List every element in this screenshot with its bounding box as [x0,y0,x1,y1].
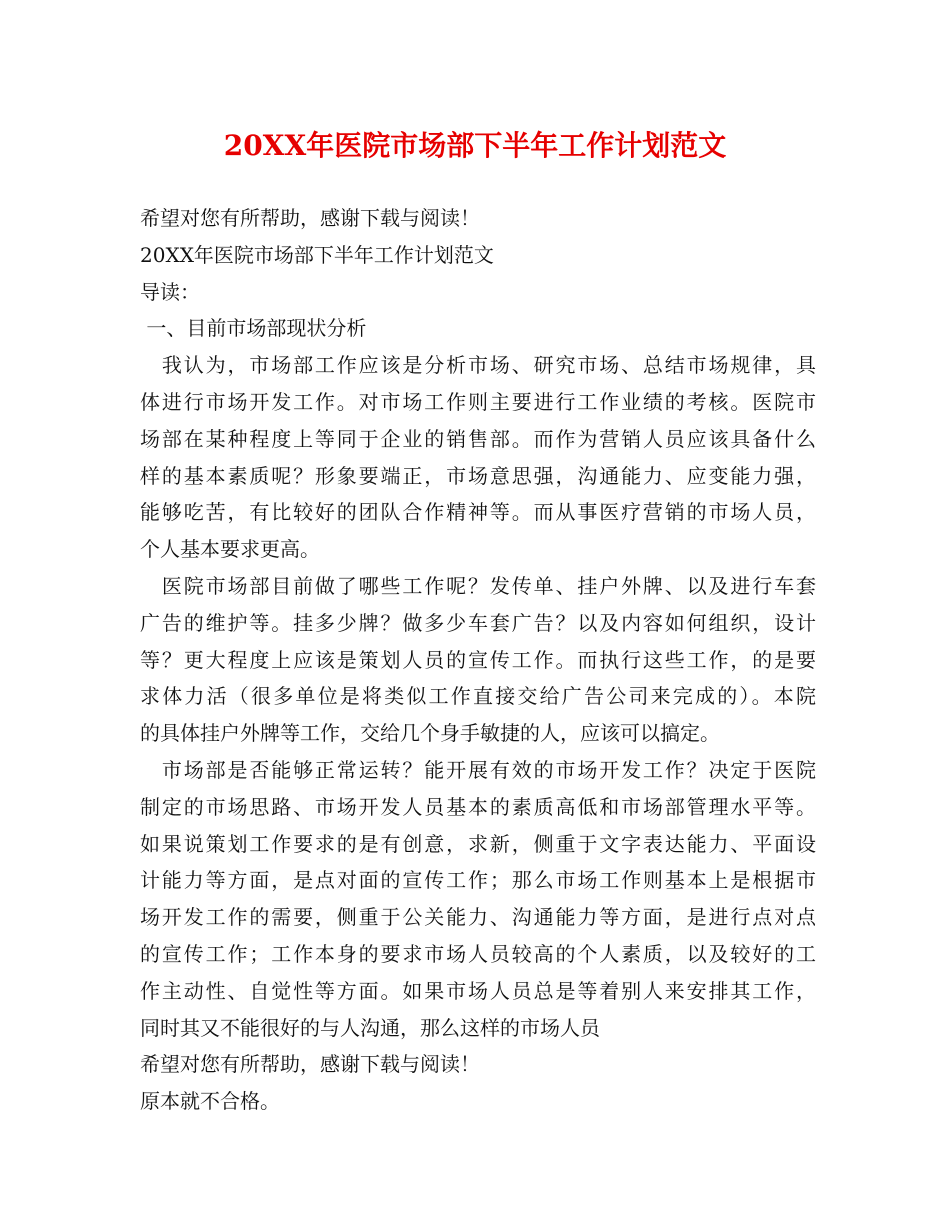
document-title: 20XX年医院市场部下半年工作计划范文 [223,129,727,162]
body-line: 等？更大程度上应该是策划人员的宣传工作。而执行这些工作，的是要 [140,647,816,672]
body-line: 市场部是否能够正常运转？能开展有效的市场开发工作？决定于医院 [140,757,816,782]
body-line: 场开发工作的需要，侧重于公关能力、沟通能力等方面，是进行点对点 [140,905,816,930]
body-line: 的宣传工作；工作本身的要求市场人员较高的个人素质，以及较好的工 [140,941,816,966]
body-line: 广告的维护等。挂多少牌？做多少车套广告？以及内容如何组织，设计 [140,610,816,635]
body-line: 求体力活（很多单位是将类似工作直接交给广告公司来完成的）。本院 [140,684,816,709]
document-body [140,200,816,1120]
body-line: 医院市场部目前做了哪些工作呢？发传单、挂户外牌、以及进行车套 [140,573,816,598]
body-line: 如果说策划工作要求的是有创意，求新，侧重于文字表达能力、平面设 [140,831,816,856]
body-line: 导读： [140,279,200,304]
body-line: 作主动性、自觉性等方面。如果市场人员总是等着别人来安排其工作， [140,978,816,1003]
body-line: 的具体挂户外牌等工作，交给几个身手敏捷的人，应该可以搞定。 [140,721,720,746]
body-line: 制定的市场思路、市场开发人员基本的素质高低和市场部管理水平等。 [140,794,816,819]
body-line: 原本就不合格。 [140,1089,280,1114]
body-line: 20XX年医院市场部下半年工作计划范文 [140,242,494,267]
body-line: 同时其又不能很好的与人沟通，那么这样的市场人员 [140,1015,600,1040]
body-line: 希望对您有所帮助，感谢下载与阅读！ [140,1052,480,1077]
section-heading: 一、目前市场部现状分析 [140,316,367,341]
body-line: 计能力等方面，是点对面的宣传工作；那么市场工作则基本上是根据市 [140,868,816,893]
body-line: 希望对您有所帮助，感谢下载与阅读！ [140,206,480,230]
body-line: 个人基本要求更高。 [140,537,320,562]
body-line: 我认为，市场部工作应该是分析市场、研究市场、总结市场规律，具 [140,353,816,378]
body-line: 体进行市场开发工作。对市场工作则主要进行工作业绩的考核。医院市 [140,389,816,414]
body-line: 能够吃苦，有比较好的团队合作精神等。而从事医疗营销的市场人员， [140,500,816,525]
body-line: 场部在某种程度上等同于企业的销售部。而作为营销人员应该具备什么 [140,426,816,451]
body-line: 样的基本素质呢？形象要端正，市场意思强，沟通能力、应变能力强， [140,463,816,488]
